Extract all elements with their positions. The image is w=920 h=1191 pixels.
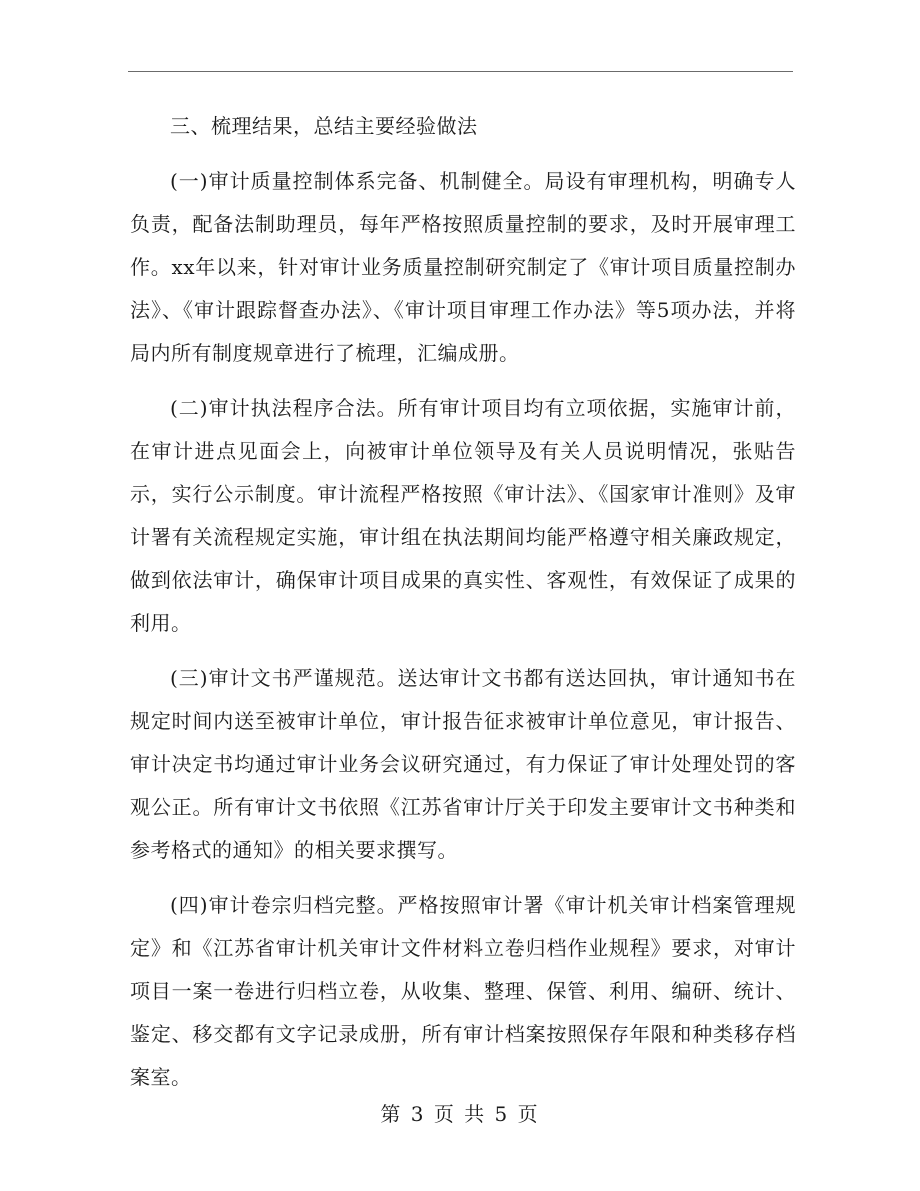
paragraph-4: (四)审计卷宗归档完整。严格按照审计署《审计机关审计档案管理规定》和《江苏省审计机关审计文件材料立卷归档作业规程》要求，对审计项目一案一卷进行归档立卷，从收集、整理、保管、利用、编研、统计、鉴定、移交都有文字记录成册，所有审计档案按照保存年限和种类移存档案室。: [130, 893, 796, 1089]
document-body: [130, 105, 796, 1111]
paragraph-1: (一)审计质量控制体系完备、机制健全。局设有审理机构，明确专人负责，配备法制助理员，每年严格按照质量控制的要求，及时开展审理工作。xx年以来，针对审计业务质量控制研究制定了《审计项目质量控制办法》、《审计跟踪督查办法》、《审计项目审理工作办法》等5项办法，并将局内所有制度规章进行了梳理，汇编成册。: [130, 169, 796, 365]
header-rule: [128, 71, 793, 72]
paragraph-3: (三)审计文书严谨规范。送达审计文书都有送达回执，审计通知书在规定时间内送至被审计单位，审计报告征求被审计单位意见，审计报告、审计决定书均通过审计业务会议研究通过，有力保证了审计处理处罚的客观公正。所有审计文书依照《江苏省审计厅关于印发主要审计文书种类和参考格式的通知》的相关要求撰写。: [130, 666, 796, 862]
section-heading: 三、梳理结果，总结主要经验做法: [170, 114, 478, 138]
page-number-footer: 第 3 页 共 5 页: [380, 1102, 540, 1126]
paragraph-2: (二)审计执法程序合法。所有审计项目均有立项依据，实施审计前，在审计进点见面会上，向被审计单位领导及有关人员说明情况，张贴告示，实行公示制度。审计流程严格按照《审计法》、《国家审计准则》及审计署有关流程规定实施，审计组在执法期间均能严格遵守相关廉政规定，做到依法审计，确保审计项目成果的真实性、客观性，有效保证了成果的利用。: [130, 396, 796, 635]
